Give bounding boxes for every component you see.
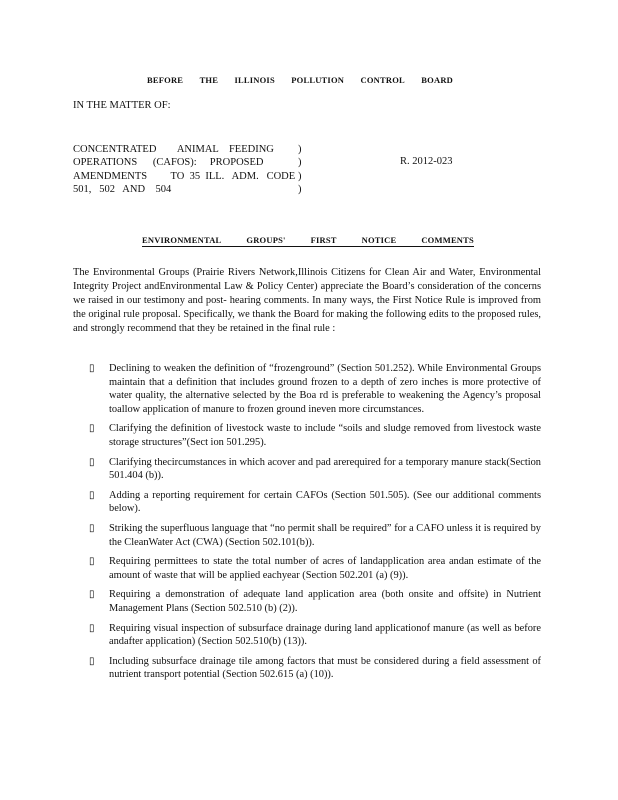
- list-item: [89, 622, 541, 649]
- caption-line: CONCENTRATED ANIMAL FEEDING: [73, 144, 274, 155]
- list-item-text: Clarifying the definition of livestock waste to include “soils and sludge removed from livestock waste storage structures”(Sect ion 501.295).: [109, 423, 541, 448]
- list-item: [89, 588, 541, 615]
- caption-word: THE: [199, 75, 219, 85]
- bullet-icon: ▯: [89, 622, 95, 634]
- bullet-icon: ▯: [89, 489, 95, 501]
- caption-header: [147, 75, 453, 85]
- paren: ): [298, 183, 302, 195]
- caption-line: OPERATIONS (CAFOS): PROPOSED: [73, 157, 264, 169]
- caption-line: AMENDMENTS TO 35 ILL. ADM. CODE: [73, 170, 296, 182]
- in-the-matter-of: IN THE MATTER OF:: [73, 100, 171, 111]
- list-item-text: Declining to weaken the definition of “frozenground” (Section 501.252). While Environmental Groups maintain that a definition that includes ground frozen to a depth of zero inches is more protective of water quality, the alternative selected by the Boa rd is preferable to weakening the Agency’s proposal toallow application of manure to frozen ground ineven more circumstances.: [109, 363, 541, 415]
- list-item-text: Requiring permittees to state the total number of acres of landapplication area andan estimate of the amount of waste that will be applied eachyear (Section 502.201 (a) (9)).: [109, 556, 541, 581]
- caption-word: BEFORE: [147, 75, 184, 85]
- heading-word: ENVIRONMENTAL: [142, 235, 222, 245]
- caption-word: POLLUTION: [291, 75, 345, 85]
- bullet-icon: ▯: [89, 456, 95, 468]
- caption-word: CONTROL: [360, 75, 405, 85]
- list-item: [89, 362, 541, 416]
- paren: ): [298, 157, 302, 169]
- list-item: [89, 422, 541, 449]
- edits-list: [89, 362, 541, 688]
- list-item-text: Including subsurface drainage tile among factors that must be considered during a field assessment of nutrient transport potential (Section 502.615 (a) (10)).: [109, 655, 541, 681]
- heading-word: FIRST: [310, 235, 337, 245]
- bullet-icon: ▯: [89, 423, 95, 435]
- intro-paragraph: The Environmental Groups (Prairie Rivers Network,Illinois Citizens for Clean Air and Water, Environmental Integrity Project andEnvironmental Law & Policy Center) appreciate the Board’s consideration of the concerns we raised in our testimony and post- hearing comments. In many ways, the First Notice Rule is improved from the original rule proposal. Specifically, we thank the Board for making the following edits to the proposed rules, and strongly recommend that they be retained in the final rule :: [73, 267, 541, 334]
- list-item-text: Adding a reporting requirement for certain CAFOs (Section 501.505). (See our additional comments below).: [109, 489, 541, 515]
- bullet-icon: ▯: [89, 556, 95, 568]
- list-item: [89, 456, 541, 483]
- list-item-text: Striking the superfluous language that “no permit shall be required” for a CAFO unless it is required by the CleanWater Act (CWA) (Section 502.101(b)).: [109, 522, 541, 548]
- bullet-icon: ▯: [89, 589, 95, 601]
- bullet-icon: ▯: [89, 363, 95, 374]
- docket-number: R. 2012-023: [400, 156, 453, 167]
- heading-word: GROUPS': [246, 235, 286, 245]
- list-item: [89, 555, 541, 582]
- list-item-text: Requiring a demonstration of adequate land application area (both onsite and offsite) in Nutrient Management Plans (Section 502.510 (b) (2)).: [109, 589, 541, 614]
- list-item-text: Requiring visual inspection of subsurface drainage during land applicationof manure (as well as before andafter application) (Section 502.510(b) (13)).: [109, 622, 541, 648]
- caption-word: ILLINOIS: [234, 75, 275, 85]
- heading-word: COMMENTS: [421, 235, 474, 245]
- heading-word: NOTICE: [361, 235, 397, 245]
- list-item: [89, 522, 541, 549]
- caption-line: 501, 502 AND 504: [73, 183, 172, 195]
- list-item: [89, 489, 541, 516]
- list-item-text: Clarifying thecircumstances in which acover and pad arerequired for a temporary manure stack(Section 501.404 (b)).: [109, 456, 541, 482]
- caption-parens: [298, 143, 302, 196]
- paren: ): [298, 170, 302, 182]
- document-heading: [142, 235, 474, 247]
- list-item: [89, 655, 541, 682]
- bullet-icon: ▯: [89, 655, 95, 667]
- paren: ): [298, 144, 302, 155]
- case-caption: [73, 143, 295, 196]
- bullet-icon: ▯: [89, 522, 95, 534]
- caption-word: BOARD: [421, 75, 453, 85]
